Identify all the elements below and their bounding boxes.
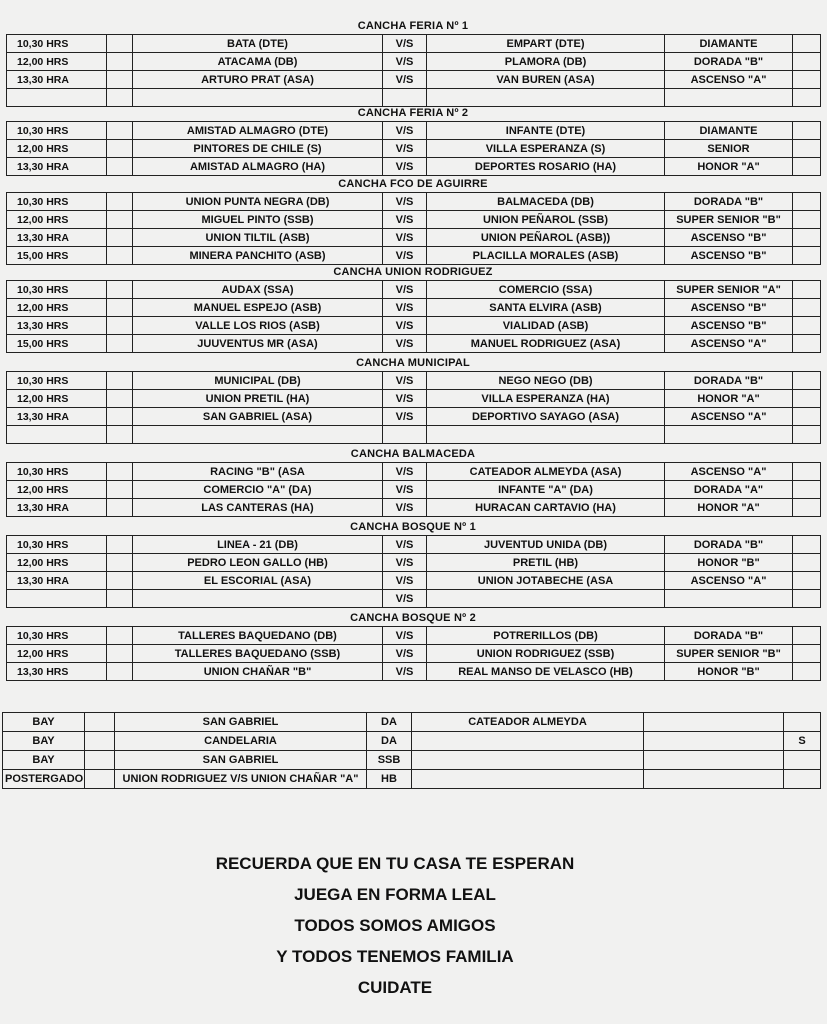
blank-cell xyxy=(793,335,821,353)
away-team: PLAMORA (DB) xyxy=(427,53,665,71)
match-row xyxy=(7,572,821,590)
blank-cell xyxy=(107,281,133,299)
blank-cell xyxy=(107,463,133,481)
versus-label: V/S xyxy=(383,299,427,317)
match-time: 15,00 HRS xyxy=(7,247,107,265)
match-time xyxy=(7,89,107,107)
match-row xyxy=(7,317,821,335)
away-team: BALMACEDA (DB) xyxy=(427,193,665,211)
fixture-table xyxy=(6,121,821,176)
blank-cell xyxy=(107,193,133,211)
match-time: 10,30 HRS xyxy=(7,193,107,211)
bye-row xyxy=(3,713,821,732)
bye-table xyxy=(2,712,821,789)
away-team: NEGO NEGO (DB) xyxy=(427,372,665,390)
blank-cell xyxy=(793,140,821,158)
match-row xyxy=(7,71,821,89)
match-row xyxy=(7,35,821,53)
away-team: PLACILLA MORALES (ASB) xyxy=(427,247,665,265)
versus-label: V/S xyxy=(383,317,427,335)
home-team: UNION PRETIL (HA) xyxy=(133,390,383,408)
category-label xyxy=(665,426,793,444)
category-label: ASCENSO "A" xyxy=(665,572,793,590)
match-time: 13,30 HRS xyxy=(7,317,107,335)
blank-cell xyxy=(793,590,821,608)
blank-cell xyxy=(793,122,821,140)
blank-cell xyxy=(793,281,821,299)
versus-label: V/S xyxy=(383,229,427,247)
blank-cell xyxy=(793,390,821,408)
category-label: HONOR "A" xyxy=(665,158,793,176)
match-time: 12,00 HRS xyxy=(7,53,107,71)
match-row xyxy=(7,140,821,158)
bye-category: HB xyxy=(367,770,412,789)
blank-cell xyxy=(793,572,821,590)
field-title: CANCHA BOSQUE Nº 1 xyxy=(350,521,476,533)
bye-row xyxy=(3,751,821,770)
away-team: HURACAN CARTAVIO (HA) xyxy=(427,499,665,517)
home-team: SAN GABRIEL (ASA) xyxy=(133,408,383,426)
blank-cell xyxy=(85,751,115,770)
home-team: LAS CANTERAS (HA) xyxy=(133,499,383,517)
versus-label: V/S xyxy=(383,71,427,89)
match-time xyxy=(7,426,107,444)
field-section xyxy=(6,610,820,681)
field-title: CANCHA BALMACEDA xyxy=(350,448,476,460)
home-team: BATA (DTE) xyxy=(133,35,383,53)
versus-label: V/S xyxy=(383,554,427,572)
field-section xyxy=(6,264,820,353)
versus-label xyxy=(383,426,427,444)
home-team: AUDAX (SSA) xyxy=(133,281,383,299)
category-label xyxy=(665,89,793,107)
match-time: 10,30 HRS xyxy=(7,372,107,390)
away-team: VAN BUREN (ASA) xyxy=(427,71,665,89)
blank-cell xyxy=(107,158,133,176)
versus-label: V/S xyxy=(383,536,427,554)
blank-cell xyxy=(107,335,133,353)
field-title: CANCHA FERIA Nº 2 xyxy=(357,107,469,119)
blank-cell xyxy=(793,481,821,499)
bye-label: BAY xyxy=(3,713,85,732)
bye-label: BAY xyxy=(3,732,85,751)
match-time: 10,30 HRS xyxy=(7,122,107,140)
away-team: PRETIL (HB) xyxy=(427,554,665,572)
bye-team: CANDELARIA xyxy=(115,732,367,751)
category-label: HONOR "B" xyxy=(665,554,793,572)
versus-label: V/S xyxy=(383,158,427,176)
blank-cell xyxy=(793,35,821,53)
blank-cell xyxy=(793,53,821,71)
match-row xyxy=(7,481,821,499)
home-team: LINEA - 21 (DB) xyxy=(133,536,383,554)
versus-label: V/S xyxy=(383,499,427,517)
blank-cell xyxy=(793,71,821,89)
category-label: ASCENSO "B" xyxy=(665,317,793,335)
blank-cell xyxy=(107,229,133,247)
blank-cell xyxy=(107,590,133,608)
match-time: 10,30 HRS xyxy=(7,536,107,554)
versus-label: V/S xyxy=(383,463,427,481)
blank-cell xyxy=(644,732,784,751)
away-team: UNION PEÑAROL (SSB) xyxy=(427,211,665,229)
match-time: 12,00 HRS xyxy=(7,140,107,158)
category-label: ASCENSO "A" xyxy=(665,463,793,481)
match-row xyxy=(7,408,821,426)
blank-cell xyxy=(107,481,133,499)
category-label: SUPER SENIOR "A" xyxy=(665,281,793,299)
home-team: PINTORES DE CHILE (S) xyxy=(133,140,383,158)
footer-line: RECUERDA QUE EN TU CASA TE ESPERAN xyxy=(215,854,575,873)
match-row xyxy=(7,193,821,211)
bye-label: POSTERGADO xyxy=(3,770,85,789)
bye-note xyxy=(412,770,644,789)
footer-line: TODOS SOMOS AMIGOS xyxy=(294,916,496,935)
match-row xyxy=(7,426,821,444)
bye-team: UNION RODRIGUEZ V/S UNION CHAÑAR "A" xyxy=(115,770,367,789)
versus-label: V/S xyxy=(383,590,427,608)
versus-label: V/S xyxy=(383,372,427,390)
away-team: UNION JOTABECHE (ASA xyxy=(427,572,665,590)
category-label xyxy=(665,590,793,608)
blank-cell xyxy=(107,554,133,572)
field-section xyxy=(6,18,820,107)
versus-label: V/S xyxy=(383,663,427,681)
versus-label: V/S xyxy=(383,140,427,158)
category-label: ASCENSO "A" xyxy=(665,408,793,426)
fixture-table xyxy=(6,192,821,265)
match-row xyxy=(7,663,821,681)
home-team: TALLERES BAQUEDANO (DB) xyxy=(133,627,383,645)
blank-cell xyxy=(107,408,133,426)
match-time xyxy=(7,590,107,608)
blank-cell xyxy=(793,372,821,390)
versus-label: V/S xyxy=(383,281,427,299)
match-time: 13,30 HRS xyxy=(7,663,107,681)
match-time: 10,30 HRS xyxy=(7,281,107,299)
away-team: POTRERILLOS (DB) xyxy=(427,627,665,645)
blank-cell xyxy=(107,645,133,663)
fixture-table xyxy=(6,535,821,608)
away-team: JUVENTUD UNIDA (DB) xyxy=(427,536,665,554)
blank-cell xyxy=(107,211,133,229)
home-team: UNION TILTIL (ASB) xyxy=(133,229,383,247)
match-row xyxy=(7,463,821,481)
category-label: HONOR "A" xyxy=(665,390,793,408)
blank-cell xyxy=(793,89,821,107)
versus-label: V/S xyxy=(383,35,427,53)
bye-extra xyxy=(784,751,821,770)
home-team: ATACAMA (DB) xyxy=(133,53,383,71)
blank-cell xyxy=(107,247,133,265)
field-title: CANCHA FERIA Nº 1 xyxy=(357,20,469,32)
blank-cell xyxy=(107,89,133,107)
home-team: MUNICIPAL (DB) xyxy=(133,372,383,390)
bye-category: DA xyxy=(367,713,412,732)
category-label: DORADA "B" xyxy=(665,53,793,71)
match-time: 12,00 HRS xyxy=(7,554,107,572)
blank-cell xyxy=(107,317,133,335)
match-row xyxy=(7,53,821,71)
away-team: VILLA ESPERANZA (S) xyxy=(427,140,665,158)
category-label: ASCENSO "A" xyxy=(665,335,793,353)
match-time: 13,30 HRA xyxy=(7,499,107,517)
bye-team: SAN GABRIEL xyxy=(115,713,367,732)
match-row xyxy=(7,590,821,608)
home-team: AMISTAD ALMAGRO (DTE) xyxy=(133,122,383,140)
away-team: INFANTE "A" (DA) xyxy=(427,481,665,499)
blank-cell xyxy=(107,53,133,71)
away-team: MANUEL RODRIGUEZ (ASA) xyxy=(427,335,665,353)
match-row xyxy=(7,247,821,265)
match-row xyxy=(7,335,821,353)
versus-label: V/S xyxy=(383,481,427,499)
field-title: CANCHA BOSQUE Nº 2 xyxy=(350,612,476,624)
match-time: 13,30 HRA xyxy=(7,229,107,247)
field-title: CANCHA FCO DE AGUIRRE xyxy=(338,178,488,190)
field-title: CANCHA UNION RODRIGUEZ xyxy=(333,266,493,278)
away-team: UNION PEÑAROL (ASB)) xyxy=(427,229,665,247)
away-team: REAL MANSO DE VELASCO (HB) xyxy=(427,663,665,681)
category-label: SENIOR xyxy=(665,140,793,158)
blank-cell xyxy=(107,299,133,317)
match-time: 13,30 HRA xyxy=(7,408,107,426)
category-label: ASCENSO "B" xyxy=(665,229,793,247)
match-row xyxy=(7,499,821,517)
home-team: UNION PUNTA NEGRA (DB) xyxy=(133,193,383,211)
home-team xyxy=(133,89,383,107)
field-section xyxy=(6,176,820,265)
match-row xyxy=(7,536,821,554)
home-team: TALLERES BAQUEDANO (SSB) xyxy=(133,645,383,663)
match-row xyxy=(7,229,821,247)
versus-label: V/S xyxy=(383,335,427,353)
category-label: HONOR "A" xyxy=(665,499,793,517)
blank-cell xyxy=(644,770,784,789)
match-row xyxy=(7,158,821,176)
blank-cell xyxy=(793,229,821,247)
match-time: 15,00 HRS xyxy=(7,335,107,353)
blank-cell xyxy=(85,713,115,732)
away-team xyxy=(427,89,665,107)
match-row xyxy=(7,627,821,645)
blank-cell xyxy=(107,536,133,554)
bye-row xyxy=(3,732,821,751)
fixture-table xyxy=(6,280,821,353)
blank-cell xyxy=(793,645,821,663)
versus-label: V/S xyxy=(383,572,427,590)
category-label: DORADA "B" xyxy=(665,536,793,554)
bye-extra xyxy=(784,713,821,732)
match-time: 12,00 HRS xyxy=(7,211,107,229)
footer-line: CUIDATE xyxy=(357,978,433,997)
category-label: DORADA "B" xyxy=(665,193,793,211)
field-title: CANCHA MUNICIPAL xyxy=(356,357,470,369)
versus-label: V/S xyxy=(383,247,427,265)
home-team: MANUEL ESPEJO (ASB) xyxy=(133,299,383,317)
blank-cell xyxy=(793,499,821,517)
versus-label: V/S xyxy=(383,193,427,211)
category-label: SUPER SENIOR "B" xyxy=(665,645,793,663)
blank-cell xyxy=(793,247,821,265)
blank-cell xyxy=(107,35,133,53)
match-time: 13,30 HRA xyxy=(7,158,107,176)
home-team xyxy=(133,426,383,444)
field-section xyxy=(6,446,820,517)
field-section xyxy=(6,519,820,608)
match-row xyxy=(7,211,821,229)
bye-category: SSB xyxy=(367,751,412,770)
blank-cell xyxy=(793,158,821,176)
away-team: DEPORTES ROSARIO (HA) xyxy=(427,158,665,176)
footer-line: Y TODOS TENEMOS FAMILIA xyxy=(276,947,514,966)
bye-note xyxy=(412,732,644,751)
away-team: INFANTE (DTE) xyxy=(427,122,665,140)
category-label: ASCENSO "A" xyxy=(665,71,793,89)
category-label: DORADA "A" xyxy=(665,481,793,499)
blank-cell xyxy=(107,663,133,681)
blank-cell xyxy=(107,122,133,140)
match-time: 13,30 HRA xyxy=(7,572,107,590)
bye-label: BAY xyxy=(3,751,85,770)
bye-category: DA xyxy=(367,732,412,751)
match-row xyxy=(7,372,821,390)
category-label: DORADA "B" xyxy=(665,627,793,645)
footer-message xyxy=(0,848,790,1003)
blank-cell xyxy=(793,663,821,681)
versus-label: V/S xyxy=(383,122,427,140)
blank-cell xyxy=(793,211,821,229)
blank-cell xyxy=(85,770,115,789)
away-team xyxy=(427,590,665,608)
blank-cell xyxy=(107,140,133,158)
away-team: EMPART (DTE) xyxy=(427,35,665,53)
category-label: DORADA "B" xyxy=(665,372,793,390)
versus-label xyxy=(383,89,427,107)
category-label: HONOR "B" xyxy=(665,663,793,681)
category-label: ASCENSO "B" xyxy=(665,299,793,317)
versus-label: V/S xyxy=(383,645,427,663)
home-team: EL ESCORIAL (ASA) xyxy=(133,572,383,590)
home-team: JUUVENTUS MR (ASA) xyxy=(133,335,383,353)
away-team: SANTA ELVIRA (ASB) xyxy=(427,299,665,317)
home-team: AMISTAD ALMAGRO (HA) xyxy=(133,158,383,176)
footer-line: JUEGA EN FORMA LEAL xyxy=(294,885,496,904)
blank-cell xyxy=(85,732,115,751)
away-team: UNION RODRIGUEZ (SSB) xyxy=(427,645,665,663)
away-team: VIALIDAD (ASB) xyxy=(427,317,665,335)
away-team: VILLA ESPERANZA (HA) xyxy=(427,390,665,408)
bye-extra xyxy=(784,770,821,789)
field-section xyxy=(6,355,820,444)
versus-label: V/S xyxy=(383,627,427,645)
away-team: CATEADOR ALMEYDA (ASA) xyxy=(427,463,665,481)
fixture-table xyxy=(6,34,821,107)
bye-note xyxy=(412,751,644,770)
match-row xyxy=(7,89,821,107)
fixture-table xyxy=(6,371,821,444)
blank-cell xyxy=(793,317,821,335)
match-time: 10,30 HRS xyxy=(7,463,107,481)
home-team: MIGUEL PINTO (SSB) xyxy=(133,211,383,229)
away-team: COMERCIO (SSA) xyxy=(427,281,665,299)
blank-cell xyxy=(793,299,821,317)
blank-cell xyxy=(793,463,821,481)
match-time: 12,00 HRS xyxy=(7,299,107,317)
blank-cell xyxy=(793,426,821,444)
match-row xyxy=(7,554,821,572)
versus-label: V/S xyxy=(383,211,427,229)
blank-cell xyxy=(793,554,821,572)
blank-cell xyxy=(793,627,821,645)
blank-cell xyxy=(107,426,133,444)
match-time: 10,30 HRS xyxy=(7,35,107,53)
home-team: COMERCIO "A" (DA) xyxy=(133,481,383,499)
home-team xyxy=(133,590,383,608)
match-time: 12,00 HRS xyxy=(7,645,107,663)
blank-cell xyxy=(107,390,133,408)
versus-label: V/S xyxy=(383,390,427,408)
blank-cell xyxy=(793,193,821,211)
versus-label: V/S xyxy=(383,53,427,71)
blank-cell xyxy=(107,372,133,390)
field-section xyxy=(6,105,820,176)
home-team: RACING "B" (ASA xyxy=(133,463,383,481)
blank-cell xyxy=(107,572,133,590)
match-row xyxy=(7,390,821,408)
category-label: DIAMANTE xyxy=(665,35,793,53)
home-team: VALLE LOS RIOS (ASB) xyxy=(133,317,383,335)
bye-team: SAN GABRIEL xyxy=(115,751,367,770)
home-team: ARTURO PRAT (ASA) xyxy=(133,71,383,89)
match-time: 13,30 HRA xyxy=(7,71,107,89)
match-row xyxy=(7,645,821,663)
fixture-table xyxy=(6,626,821,681)
away-team xyxy=(427,426,665,444)
match-time: 10,30 HRS xyxy=(7,627,107,645)
blank-cell xyxy=(107,627,133,645)
versus-label: V/S xyxy=(383,408,427,426)
match-row xyxy=(7,122,821,140)
blank-cell xyxy=(793,408,821,426)
category-label: DIAMANTE xyxy=(665,122,793,140)
home-team: PEDRO LEON GALLO (HB) xyxy=(133,554,383,572)
bye-extra: S xyxy=(784,732,821,751)
category-label: SUPER SENIOR "B" xyxy=(665,211,793,229)
blank-cell xyxy=(644,751,784,770)
match-row xyxy=(7,281,821,299)
bye-row xyxy=(3,770,821,789)
home-team: UNION CHAÑAR "B" xyxy=(133,663,383,681)
bye-note: CATEADOR ALMEYDA xyxy=(412,713,644,732)
bye-table-wrap xyxy=(2,712,820,789)
fixture-table xyxy=(6,462,821,517)
blank-cell xyxy=(793,536,821,554)
category-label: ASCENSO "B" xyxy=(665,247,793,265)
blank-cell xyxy=(644,713,784,732)
match-time: 12,00 HRS xyxy=(7,481,107,499)
match-row xyxy=(7,299,821,317)
match-time: 12,00 HRS xyxy=(7,390,107,408)
blank-cell xyxy=(107,499,133,517)
away-team: DEPORTIVO SAYAGO (ASA) xyxy=(427,408,665,426)
blank-cell xyxy=(107,71,133,89)
home-team: MINERA PANCHITO (ASB) xyxy=(133,247,383,265)
